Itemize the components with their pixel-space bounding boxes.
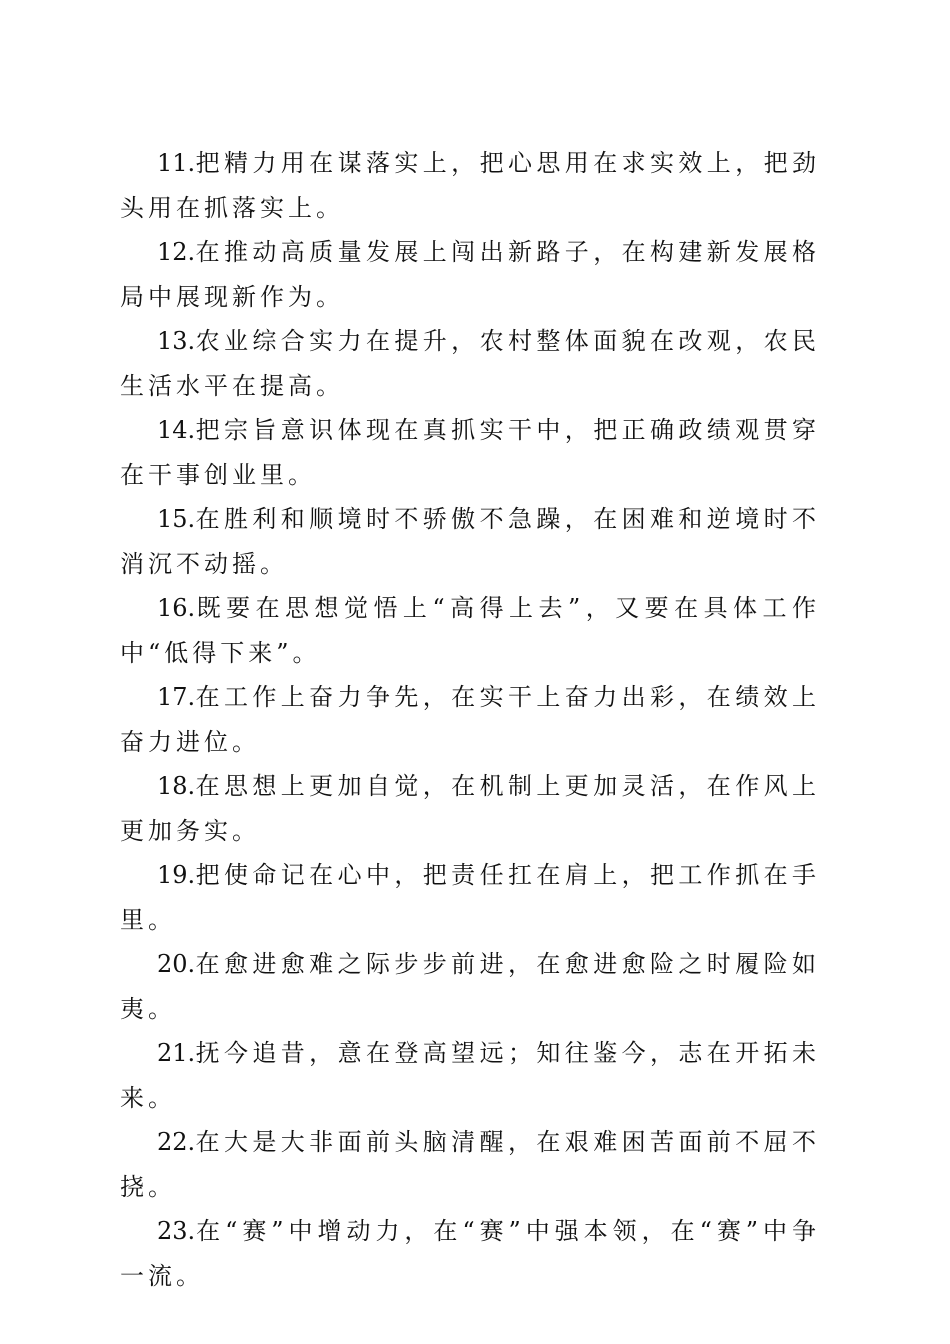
list-item xyxy=(120,141,820,230)
list-item xyxy=(120,230,820,319)
list-item xyxy=(120,586,820,675)
item-text: 在工作上奋力争先，在实干上奋力出彩，在绩效上奋力进位。 xyxy=(120,683,820,756)
list-item xyxy=(120,497,820,586)
item-text: 在愈进愈难之际步步前进，在愈进愈险之时履险如夷。 xyxy=(120,950,820,1023)
item-number: 16. xyxy=(157,594,196,622)
item-number: 17. xyxy=(157,683,196,711)
item-text: 在胜利和顺境时不骄傲不急躁，在困难和逆境时不消沉不动摇。 xyxy=(120,505,820,578)
item-text: 在思想上更加自觉，在机制上更加灵活，在作风上更加务实。 xyxy=(120,772,820,845)
list-item xyxy=(120,764,820,853)
item-text: 在大是大非面前头脑清醒，在艰难困苦面前不屈不挠。 xyxy=(120,1128,820,1201)
item-number: 23. xyxy=(157,1217,196,1245)
list-item xyxy=(120,319,820,408)
list-item xyxy=(120,675,820,764)
item-text: 既要在思想觉悟上“高得上去”，又要在具体工作中“低得下来”。 xyxy=(120,594,820,667)
item-number: 18. xyxy=(157,772,196,800)
item-number: 12. xyxy=(157,238,196,266)
item-text: 抚今追昔，意在登高望远；知往鉴今，志在开拓未来。 xyxy=(120,1039,820,1112)
list-item xyxy=(120,942,820,1031)
list-item xyxy=(120,1031,820,1120)
item-text: 在“赛”中增动力，在“赛”中强本领，在“赛”中争一流。 xyxy=(120,1217,820,1290)
item-text: 把使命记在心中，把责任扛在肩上，把工作抓在手里。 xyxy=(120,861,820,934)
item-number: 19. xyxy=(157,861,196,889)
item-number: 21. xyxy=(157,1039,196,1067)
item-text: 农业综合实力在提升，农村整体面貌在改观，农民生活水平在提高。 xyxy=(120,327,820,400)
list-item xyxy=(120,1209,820,1298)
item-text: 把宗旨意识体现在真抓实干中，把正确政绩观贯穿在干事创业里。 xyxy=(120,416,820,489)
document-body xyxy=(120,141,820,1298)
item-text: 把精力用在谋落实上，把心思用在求实效上，把劲头用在抓落实上。 xyxy=(120,149,820,222)
item-number: 22. xyxy=(157,1128,196,1156)
item-number: 15. xyxy=(157,505,196,533)
item-number: 14. xyxy=(157,416,196,444)
list-item xyxy=(120,853,820,942)
item-number: 20. xyxy=(157,950,196,978)
list-item xyxy=(120,408,820,497)
item-text: 在推动高质量发展上闯出新路子，在构建新发展格局中展现新作为。 xyxy=(120,238,820,311)
item-number: 11. xyxy=(157,149,196,177)
item-number: 13. xyxy=(157,327,196,355)
list-item xyxy=(120,1120,820,1209)
